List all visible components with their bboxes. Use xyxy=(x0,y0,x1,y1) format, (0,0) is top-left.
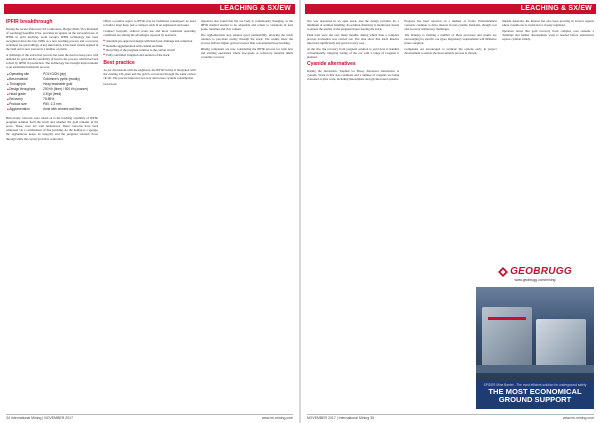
table-value: P80: 2-3 mm xyxy=(43,102,62,107)
paragraph: During the discussion, Stephen La Brooy discussed alternatives to cyanide. Work in this area continues and a number of reagents are being evaluated at pilot scale, including thiosulphate and glycine-based systems. xyxy=(307,69,400,82)
advert-footer xyxy=(476,381,594,409)
body-text xyxy=(103,19,195,37)
body-text xyxy=(404,19,496,55)
paragraph: The agglomeration step ensures good permeability, allowing the leach solution to percolate evenly through the stack. The results show the process delivers higher gold recoveries than conventional heap leaching. xyxy=(200,32,293,46)
table-value: done with cement and lime xyxy=(43,107,82,112)
intro-text xyxy=(6,27,98,69)
advert-logo-area xyxy=(476,261,594,287)
body-text xyxy=(307,69,399,81)
paragraph: As per discussions with the engineers, the IPFlR facility is integrated with the existing CIL plant and the gold is recovered through the same carbon circuit. The process improves recovery and lowers cyanide consumption. xyxy=(103,67,196,81)
mining-machine-image xyxy=(536,319,586,369)
table-value: Heap leachable gold xyxy=(43,82,73,87)
brand-name: GEOBRUGG xyxy=(510,266,572,277)
advert-tagline: SPIDER Mine Barrier - The most efficient solution for underground safety xyxy=(483,383,587,387)
paragraph: Compact footprint, reduced water use and more consistent operating conditions are among the advantages reported by operators. xyxy=(103,28,196,37)
tunnel-floor xyxy=(476,365,594,373)
table-value: POLYGON (pty) xyxy=(43,72,66,77)
footer-url: www.im-mining.com xyxy=(261,416,293,420)
table-key: ■ Design throughput xyxy=(6,87,42,92)
table-key: ■ Recovery xyxy=(6,97,42,102)
left-columns xyxy=(6,19,293,413)
paragraph: Progress has been reported on a number of fronts. Environmental concerns continue to drive interest in non-cyanide lixiviants, though cost and recovery remain key challenges. xyxy=(404,19,497,32)
left-page xyxy=(0,0,299,423)
left-column-3 xyxy=(201,19,293,413)
paragraph: During the recent Vancouver SX Conference, Holger Plath, Vice President of Geobrugg/Gaudfrin USA, provided an update on the successful use of IPFlR in gold leaching. Gold Group's IPFlR technology has been recognised since the late 1990s as a new leaching process and a recovery technique for gold tailings. A key innovation, it has been widely applied in the field and is now proven in a number of plants. xyxy=(6,27,99,52)
paragraph: At the site, the recovery from pregnant solution to gold dore is handled conventionally. Ongoing testing of the ore with a range of reagents is planned. xyxy=(307,46,400,59)
footer-folio: NOVEMBER 2017 | International Mining 35 xyxy=(307,416,375,420)
list-item: ■ Standard pre-approved design with lined pad, drainage and collection xyxy=(103,39,195,43)
summary-table xyxy=(6,72,98,112)
table-value: 0.8 g/t (feed) xyxy=(43,92,62,97)
body-text xyxy=(307,19,399,59)
paragraph: The industry is trialling a number of these processes and results are encouraging for specific ore types. Regulatory requirements will influence future adoption. xyxy=(404,32,497,46)
mining-machine-image xyxy=(482,307,532,367)
body-text xyxy=(502,19,594,41)
bullet-list xyxy=(103,39,195,57)
paragraph: Historically concerns were raised as to the leaching capability of IPFlR, pregnant solution from the leach and whether the gold remains in the pores. These were not well understood. These concerns have been addressed via a combination of fine leaching. As the holdup is a sponge, the agglomerate keeps its integrity and the pregnant solution flows through while the crystal growth is controlled. xyxy=(6,116,99,141)
section-header: LEACHING & SX/EW xyxy=(305,4,596,14)
table-value: 250 t/h (finer) / 500 t/h (coarser) xyxy=(43,87,89,92)
advert-headline: THE MOST ECONOMICAL GROUND SUPPORT xyxy=(488,387,582,404)
left-column-1 xyxy=(6,19,98,413)
paragraph: Plant tests were run over many months, during which time a complete process evaluation was carried out. The data show that leach kinetics improved significantly and gold recovery rose. xyxy=(307,32,400,46)
right-page xyxy=(301,0,600,423)
advert-url[interactable]: www.geobrugg.com/mining xyxy=(514,278,556,282)
paragraph: Ore was deposited in an open stack, and the design provides for a minimum of solution handling. Its solution chemistry is monitored closely to ensure the quality of the pregnant liquor leaving the stack. xyxy=(307,19,400,32)
body-text xyxy=(6,116,98,140)
paragraph: Companies are encouraged to evaluate the options early in project development to ensure the most suitable process is chosen. xyxy=(404,46,497,55)
geobrugg-advert[interactable] xyxy=(476,261,594,409)
page-footer xyxy=(307,414,594,420)
table-key: ■ Agglomeration xyxy=(6,107,42,112)
table-key: ■ Product size xyxy=(6,102,42,107)
table-key: ■ Head grade xyxy=(6,92,42,97)
paragraph: A challenge of the extraction process has been the need to keep pace with demand for gold and the variability of feed to the process, which has been solved by IPFlR in production. The technology has brought improvements to an established industrial process. xyxy=(6,53,99,70)
paragraph: Mining companies are now considering the IPFlR process for both new and existing operations where low-grade or refractory material limits economic recovery. xyxy=(200,46,293,59)
table-value: 75-85% xyxy=(43,97,55,102)
section-header: LEACHING & SX/EW xyxy=(4,4,295,14)
paragraph: Offers a positive aspect to IPFlR over its traditional counterpart: no need to build a large heap, just a compact stack in an engineered enclosure. xyxy=(103,19,196,28)
table-row xyxy=(6,107,98,112)
right-column-1 xyxy=(307,19,399,413)
subheading: Best practice xyxy=(103,59,135,66)
footer-folio: 34 International Mining | NOVEMBER 2017 xyxy=(6,416,74,420)
table-key: ■ Best material xyxy=(6,77,42,82)
paragraph: Outside Australia, the interest has also been growing in several regions where cyanide use is restricted or closely regulated. xyxy=(501,19,594,28)
table-value: Goldmine's pyrite (mostly) xyxy=(43,77,80,82)
body-text xyxy=(103,68,195,86)
body-text xyxy=(201,19,293,59)
page-footer xyxy=(6,414,293,420)
geobrugg-logo-icon xyxy=(498,267,508,277)
machine-stripe xyxy=(488,317,526,320)
article-title: IPFlR breakthrough xyxy=(6,19,53,25)
list-item: ■ Reliable agglomeration with cement and lime xyxy=(103,44,195,48)
table-key: ■ Throughput xyxy=(6,82,42,87)
list-item: ■ Fully controlled irrigation and aeration of the stack xyxy=(103,53,195,57)
paragraph: Operators noted that gold recovery from complex ores remains a challenge and further development work is needed before alternatives replace cyanide widely. xyxy=(501,28,594,41)
left-column-2 xyxy=(103,19,195,413)
list-item: ■ Recycling of the pregnant solution to the carbon circuit xyxy=(103,48,195,52)
brand-logo xyxy=(498,266,572,277)
subheading: Cyanide alternatives xyxy=(307,61,356,68)
footer-url: www.im-mining.com xyxy=(562,416,594,420)
table-key: ■ Operating site xyxy=(6,72,42,77)
paragraph: Operators also found that the ore body is continuously changing, so the IPFlR method needed to be adaptable and robust to variations in feed grade, moisture and clay content. xyxy=(200,19,293,32)
advert-photo xyxy=(476,287,594,381)
paragraph: Gold stack xyxy=(103,81,117,86)
